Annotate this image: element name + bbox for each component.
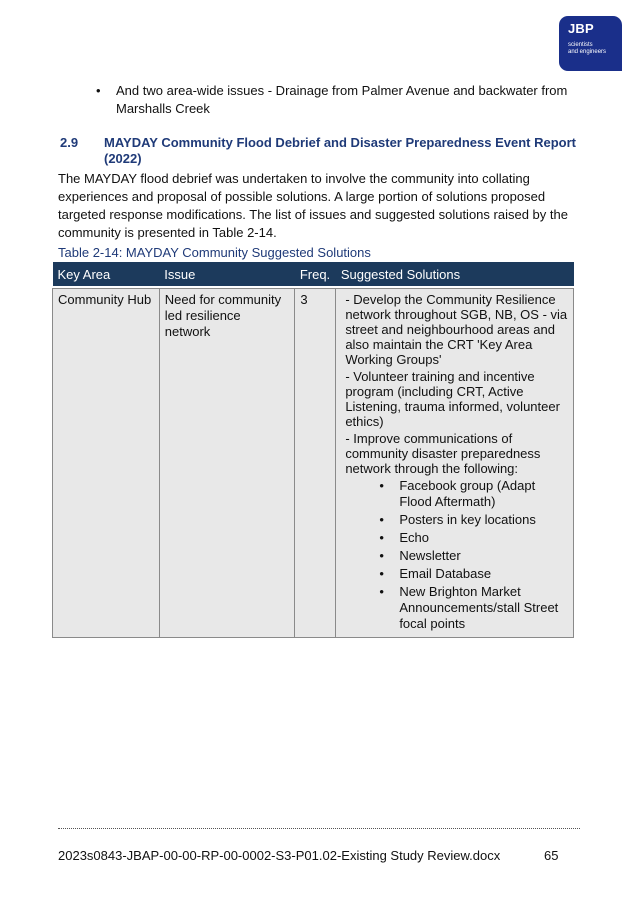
logo-tagline-line-2: and engineers [568, 49, 607, 55]
header-issue: Issue [159, 262, 295, 286]
bullet-text: And two area-wide issues - Drainage from Palmer Avenue and backwater from Marshalls Creek [116, 83, 568, 116]
solution-item: - Develop the Community Resilience network throughout SGB, NB, OS - via street and neighbourhood areas and also maintain the CRT 'Key Area Working Groups' [345, 292, 568, 367]
bullet-icon: • [96, 83, 101, 98]
header-suggested-solutions: Suggested Solutions [336, 262, 574, 286]
solution-item: - Improve communications of community disaster preparedness network through the following: [345, 431, 541, 476]
footer-divider [58, 828, 580, 829]
list-item-text: Newsletter [399, 548, 461, 563]
list-item [341, 584, 568, 632]
header-key-area: Key Area [53, 262, 160, 286]
header-freq: Freq. [295, 262, 336, 286]
list-item-text: Facebook group (Adapt Flood Aftermath) [399, 478, 536, 509]
section-number: 2.9 [60, 135, 79, 150]
list-item-text: Posters in key locations [399, 512, 536, 527]
logo-name: JBP [568, 21, 594, 36]
table-header-row [53, 262, 574, 286]
logo-tagline [568, 42, 606, 56]
bullet-icon: • [379, 584, 384, 599]
logo-tagline-line-1: scientists [568, 42, 593, 48]
bullet-icon: • [379, 530, 384, 545]
footer-document-name: 2023s0843-JBAP-00-00-RP-00-0002-S3-P01.02-Existing Study Review.docx [58, 848, 501, 863]
cell-freq: 3 [295, 289, 336, 638]
cell-key-area: Community Hub [53, 289, 160, 638]
bullet-icon: • [379, 566, 384, 581]
bullet-list-item [96, 82, 576, 118]
cell-solutions [336, 289, 574, 638]
list-item [341, 478, 568, 510]
section-title: MAYDAY Community Flood Debrief and Disaster Preparedness Event Report (2022) [104, 135, 576, 166]
bullet-icon: • [379, 548, 384, 563]
list-item-text: Echo [399, 530, 429, 545]
solutions-table [52, 262, 574, 638]
solution-item: - Volunteer training and incentive program (including CRT, Active Listening, trauma informed, volunteer ethics) [345, 369, 560, 429]
company-logo [559, 16, 622, 71]
list-item [341, 566, 568, 582]
table-row [53, 289, 574, 638]
solutions-text [341, 292, 568, 476]
communication-channels-list [341, 478, 568, 632]
bullet-icon: • [379, 478, 384, 493]
list-item-text: Email Database [399, 566, 492, 581]
cell-issue: Need for community led resilience network [159, 289, 295, 638]
list-item-text: New Brighton Market Announcements/stall Street focal points [399, 584, 559, 631]
list-item [341, 512, 568, 528]
bullet-icon: • [379, 512, 384, 527]
footer-page-number: 65 [544, 848, 559, 863]
list-item [341, 530, 568, 546]
table-caption: Table 2-14: MAYDAY Community Suggested Solutions [58, 245, 371, 260]
section-paragraph: The MAYDAY flood debrief was undertaken to involve the community into collating experiences and proposal of possible solutions. A large portion of solutions proposed targeted response modifications. The list of issues and suggested solutions raised by the community is presented in Table 2-14. [58, 171, 568, 240]
list-item [341, 548, 568, 564]
